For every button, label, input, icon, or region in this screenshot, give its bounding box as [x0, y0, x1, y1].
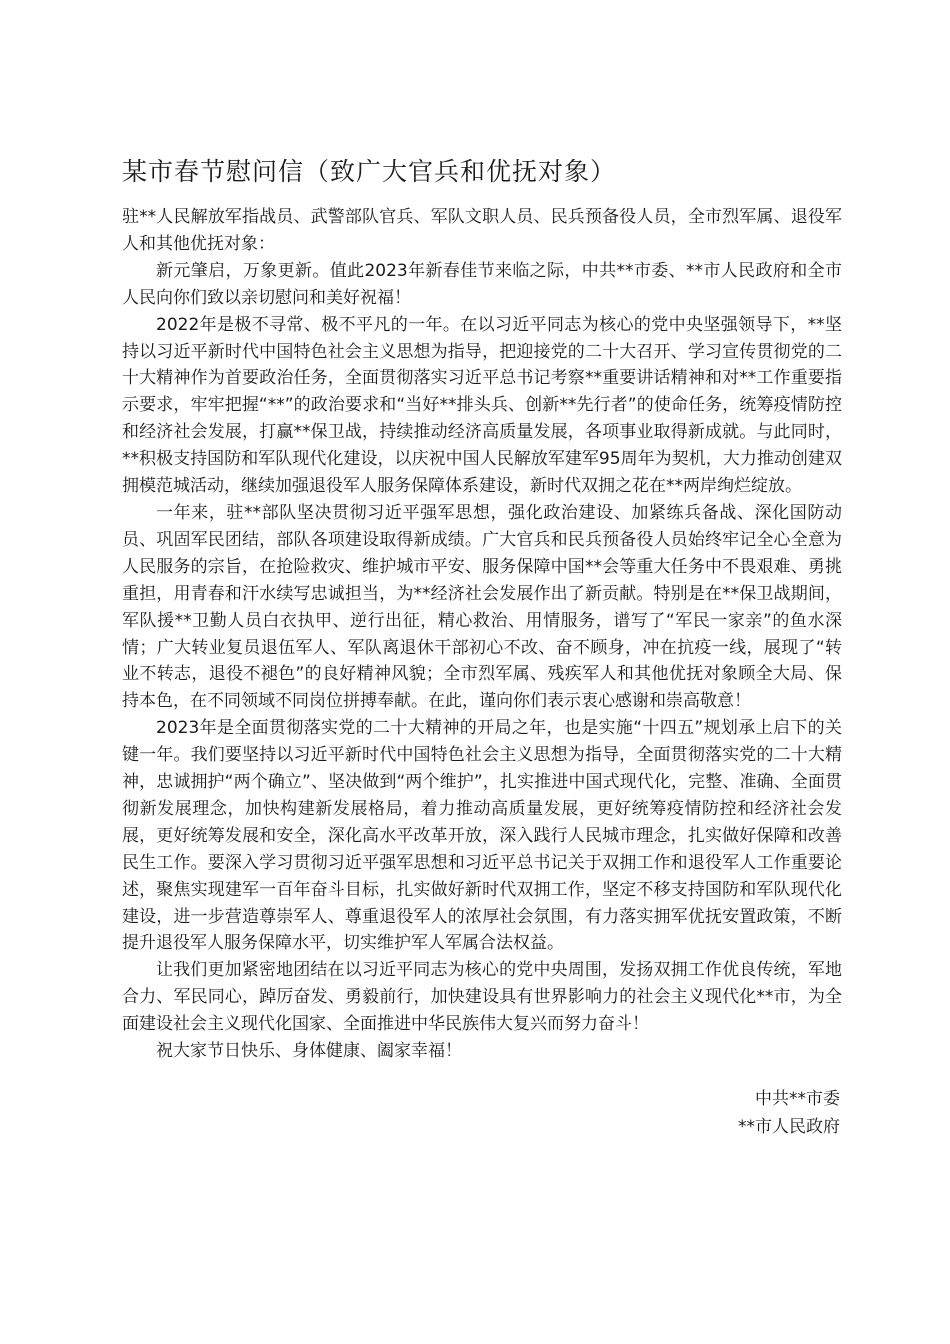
page-title: 某市春节慰问信（致广大官兵和优抚对象）	[122, 157, 617, 186]
paragraph-troops-contribution: 一年来，驻**部队坚决贯彻习近平强军思想，强化政治建设、加紧练兵备战、深化国防动员、巩固军民团结，部队各项建设取得新成绩。广大官兵和民兵预备役人员始终牢记全心全意为人民服务的宗旨，在抢险救灾、维护城市平安、服务保障中国**会等重大任务中不畏艰难、勇挑重担，用青春和汗水续写忠诚担当，为**经济社会发展作出了新贡献。特别是在**保卫战期间，军队援**卫勤人员白衣执甲、逆行出征，精心救治、用情服务，谱写了“军民一家亲”的鱼水深情；广大转业复员退伍军人、军队离退休干部初心不改、奋不顾身，冲在抗疫一线，展现了“转业不转志，退役不褪色”的良好精神风貌；全市烈军属、残疾军人和其他优抚对象顾全大局、保持本色，在不同领域不同岗位拼搏奉献。在此，谨向你们表示衷心感谢和崇高敬意！	[122, 502, 842, 712]
signature-block	[122, 1085, 842, 1141]
signature-party-committee: 中共**市委	[755, 1089, 840, 1109]
paragraph-wishes: 祝大家节日快乐、身体健康、阖家幸福！	[156, 1041, 462, 1062]
paragraph-2022-review: 2022年是极不寻常、极不平凡的一年。在以习近平同志为核心的党中央坚强领导下，**坚持以习近平新时代中国特色社会主义思想为指导，把迎接党的二十大召开、学习宣传贯彻党的二十大精神作为首要政治任务，全面贯彻落实习近平总书记考察**重要讲话精神和对**工作重要指示要求，牢牢把握“**”的政治要求和“当好**排头兵、创新**先行者”的使命任务，统筹疫情防控和经济社会发展，打赢**保卫战，持续推动经济高质量发展，各项事业取得新成就。与此同时，**积极支持国防和军队现代化建设，以庆祝中国人民解放军建军95周年为契机，大力推动创建双拥模范城活动，继续加强退役军人服务保障体系建设，新时代双拥之花在**两岸绚烂绽放。	[122, 314, 842, 497]
salutation: 驻**人民解放军指战员、武警部队官兵、军队文职人员、民兵预备役人员，全市烈军属、退役军人和其他优抚对象：	[122, 207, 842, 254]
signature-government: **市人民政府	[738, 1117, 840, 1137]
paragraph-call-to-action: 让我们更加紧密地团结在以习近平同志为核心的党中央周围，发扬双拥工作优良传统，军地合力、军民同心，踔厉奋发、勇毅前行，加快建设具有世界影响力的社会主义现代化**市，为全面建设社会主义现代化国家、全面推进中华民族伟大复兴而努力奋斗！	[122, 960, 842, 1035]
paragraph-greeting: 新元肇启，万象更新。值此2023年新春佳节来临之际，中共**市委、**市人民政府和全市人民向你们致以亲切慰问和美好祝福！	[122, 260, 842, 308]
letter-page	[122, 152, 842, 1141]
paragraph-2023-goals: 2023年是全面贯彻落实党的二十大精神的开局之年，也是实施“十四五”规划承上启下的关键一年。我们要坚持以习近平新时代中国特色社会主义思想为指导，全面贯彻落实党的二十大精神，忠诚拥护“两个确立”、坚决做到“两个维护”，扎实推进中国式现代化，完整、准确、全面贯彻新发展理念，加快构建新发展格局，着力推动高质量发展，更好统筹疫情防控和经济社会发展，更好统筹发展和安全，深化高水平改革开放，深入践行人民城市理念，扎实做好保障和改善民生工作。要深入学习贯彻习近平强军思想和习近平总书记关于双拥工作和退役军人工作重要论述，聚焦实现建军一百年奋斗目标，扎实做好新时代双拥工作，坚定不移支持国防和军队现代化建设，进一步营造尊崇军人、尊重退役军人的浓厚社会氛围，有力落实拥军优抚安置政策，不断提升退役军人服务保障水平，切实维护军人军属合法权益。	[122, 718, 842, 954]
